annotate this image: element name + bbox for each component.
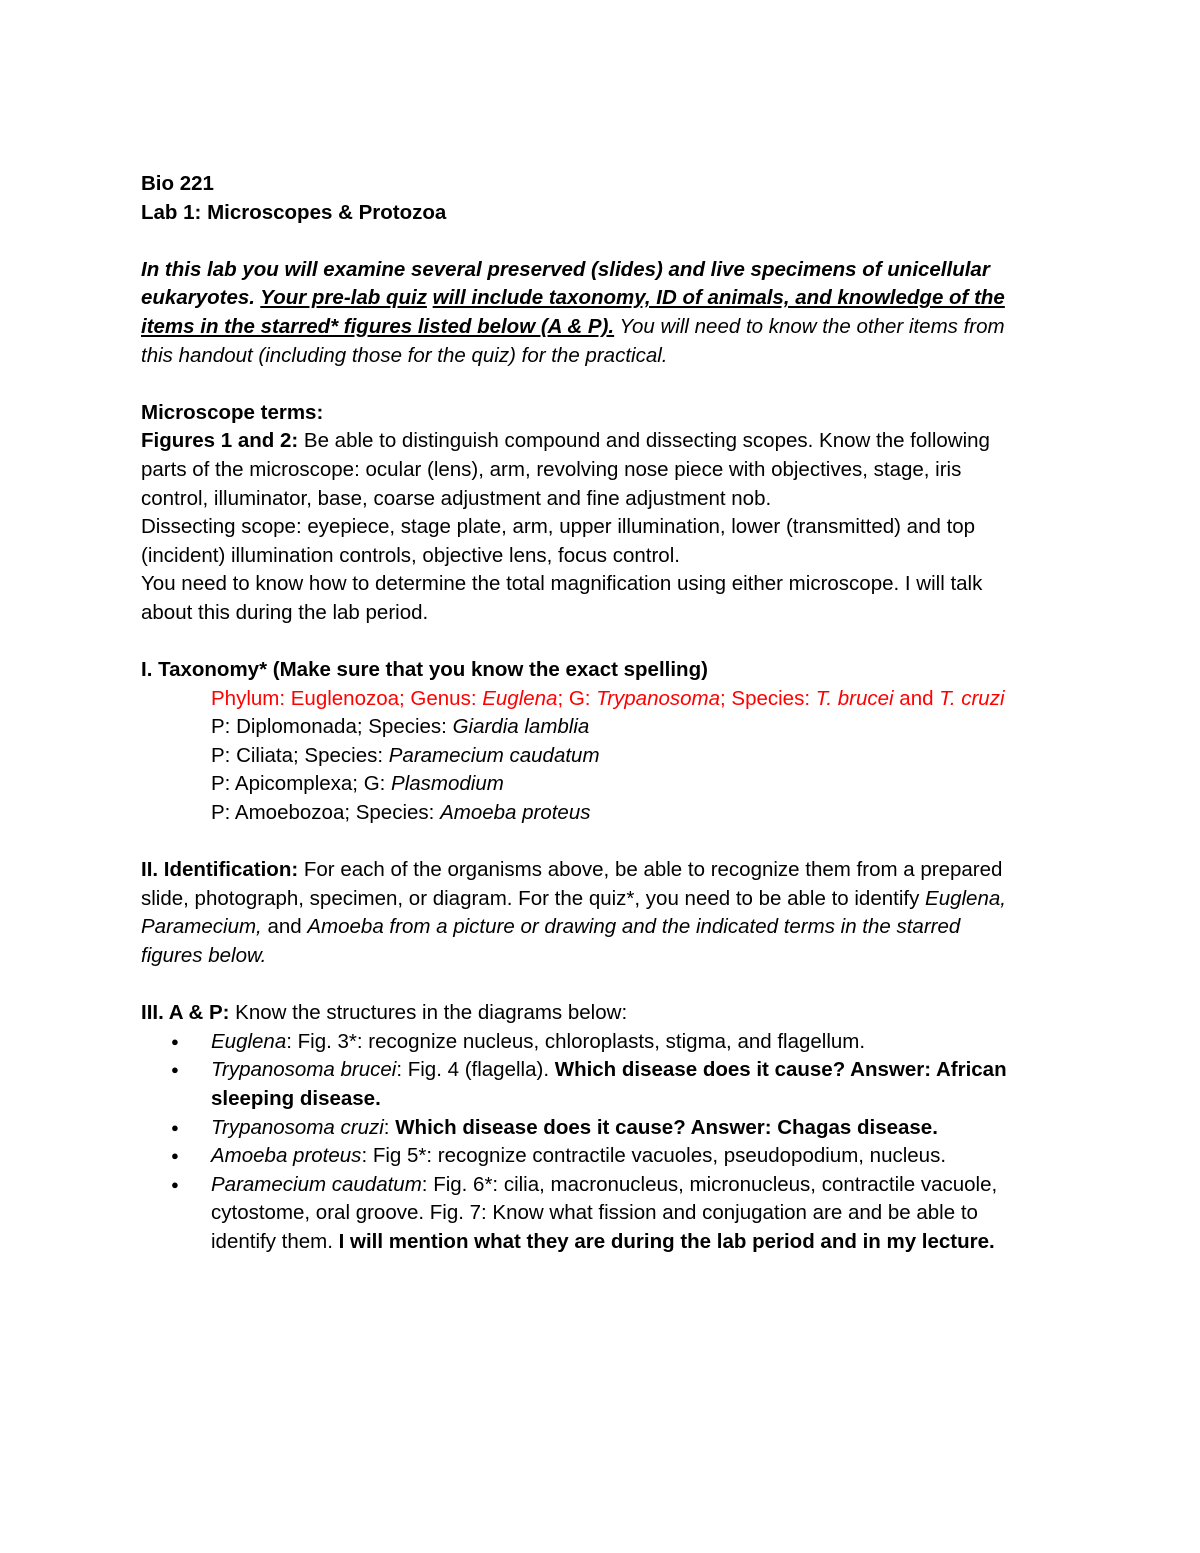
figures-line: control, illuminator, base, coarse adjustment and fine adjustment nob. xyxy=(141,486,772,510)
list-item-text: cytostome, oral groove. Fig. 7: Know what fission and conjugation are and be able to xyxy=(211,1201,978,1225)
spacer xyxy=(141,227,1061,256)
intro-line xyxy=(141,313,1061,342)
intro-underlined: will include taxonomy, ID of animals, and knowledge of the xyxy=(432,286,1005,310)
genus-name: Euglena xyxy=(482,686,558,710)
figures-line: parts of the microscope: ocular (lens), arm, revolving nose piece with objectives, stage, iris xyxy=(141,457,962,481)
list-item xyxy=(141,1114,1061,1143)
dissecting-line: (incident) illumination controls, objective lens, focus control. xyxy=(141,543,680,567)
genus-name: Plasmodium xyxy=(391,772,504,796)
genus-name: Euglena, xyxy=(925,886,1006,910)
list-item xyxy=(141,1171,1061,1257)
intro-underlined: Your pre-lab quiz xyxy=(260,286,427,310)
species-name: Euglena xyxy=(211,1029,287,1053)
answer-text: sleeping disease. xyxy=(211,1087,381,1110)
intro-text: eukaryotes. xyxy=(141,286,261,310)
section-heading: I. Taxonomy* (Make sure that you know the exact spelling) xyxy=(141,658,708,682)
species-name: Giardia lamblia xyxy=(452,715,590,739)
genus-name: Trypanosoma xyxy=(596,686,720,710)
taxonomy-row xyxy=(141,713,1061,742)
identification-text: Amoeba from a picture or drawing and the indicated terms in the starred xyxy=(307,915,961,939)
spacer xyxy=(141,370,1061,399)
taxonomy-row xyxy=(141,742,1061,771)
identification-text: and xyxy=(261,915,308,939)
spacer xyxy=(141,971,1061,1000)
list-item-text: : Fig. 6*: cilia, macronucleus, micronucleus, contractile vacuole, xyxy=(421,1172,998,1196)
genus-name: Paramecium, xyxy=(141,915,262,939)
taxonomy-text: P: Amoebozoa; Species: xyxy=(211,801,441,825)
species-name: Paramecium caudatum xyxy=(388,743,600,767)
list-item-text: : Fig. 3*: recognize nucleus, chloroplasts, stigma, and flagellum. xyxy=(286,1029,866,1053)
intro-underlined: items in the starred* figures listed below (A & P). xyxy=(141,314,615,338)
species-name: Amoeba proteus xyxy=(440,801,591,825)
spacer xyxy=(141,828,1061,857)
identification-section xyxy=(141,856,1061,970)
taxonomy-text: and xyxy=(893,686,940,710)
species-name: T. brucei xyxy=(815,686,894,710)
section-heading: Microscope terms: xyxy=(141,400,324,424)
identification-line xyxy=(141,885,1061,914)
intro-text: You will need to know the other items from xyxy=(614,314,1005,338)
species-name: Paramecium caudatum xyxy=(211,1172,422,1196)
species-name: T. cruzi xyxy=(939,686,1005,710)
list-item xyxy=(141,1142,1061,1171)
identification-line xyxy=(141,913,1061,942)
list-item xyxy=(141,1028,1061,1057)
intro-text: this handout (including those for the quiz) for the practical. xyxy=(141,343,668,367)
page-title: Lab 1: Microscopes & Protozoa xyxy=(141,200,447,224)
ap-section xyxy=(141,999,1061,1256)
list-item-text: : Fig. 4 (flagella). xyxy=(396,1058,555,1082)
taxonomy-text: Phylum: Euglenozoa; Genus: xyxy=(211,686,483,710)
intro-line xyxy=(141,284,1061,313)
identification-line xyxy=(141,856,1061,885)
intro-line xyxy=(141,342,1061,371)
identification-text: slide, photograph, specimen, or diagram. For the quiz*, you need to be able to identify xyxy=(141,886,926,910)
species-name: Amoeba proteus xyxy=(211,1144,362,1168)
intro-paragraph xyxy=(141,256,1061,370)
list-item-text: : xyxy=(383,1115,396,1139)
answer-text: Which disease does it cause? Answer: African xyxy=(554,1058,1007,1082)
list-item-text: : Fig 5*: recognize contractile vacuoles, pseudopodium, nucleus. xyxy=(361,1144,947,1168)
taxonomy-text: P: Diplomonada; Species: xyxy=(211,715,453,739)
section-label: III. A & P: xyxy=(141,1001,230,1025)
emphasis-text: I will mention what they are during the lab period and in my lecture. xyxy=(338,1229,995,1253)
list-item xyxy=(141,1056,1061,1113)
answer-text: Which disease does it cause? Answer: Chagas disease. xyxy=(395,1115,938,1139)
structures-list xyxy=(141,1028,1061,1257)
taxonomy-text: ; G: xyxy=(557,686,597,710)
taxonomy-section xyxy=(141,656,1061,828)
microscope-section xyxy=(141,399,1061,628)
figures-line xyxy=(141,427,1061,456)
taxonomy-row xyxy=(141,770,1061,799)
identification-line: figures below. xyxy=(141,944,267,968)
section-label: II. Identification: xyxy=(141,858,299,882)
taxonomy-text: P: Ciliata; Species: xyxy=(211,743,389,767)
list-item-text: identify them. xyxy=(211,1229,339,1253)
ap-text: Know the structures in the diagrams below: xyxy=(229,1001,628,1025)
taxonomy-text: ; Species: xyxy=(720,686,816,710)
taxonomy-row xyxy=(141,685,1061,714)
spacer xyxy=(141,628,1061,657)
figures-text: Be able to distinguish compound and dissecting scopes. Know the following xyxy=(298,429,990,453)
magnification-line: about this during the lab period. xyxy=(141,600,429,624)
intro-line: In this lab you will examine several preserved (slides) and live specimens of unicellular xyxy=(141,257,990,281)
species-name: Trypanosoma cruzi xyxy=(211,1115,384,1139)
course-code: Bio 221 xyxy=(141,172,214,195)
magnification-line: You need to know how to determine the total magnification using either microscope. I will talk xyxy=(141,572,983,596)
taxonomy-row xyxy=(141,799,1061,828)
dissecting-line: Dissecting scope: eyepiece, stage plate, arm, upper illumination, lower (transmitted) and top xyxy=(141,515,976,539)
document-page xyxy=(141,170,1061,1257)
ap-heading-line xyxy=(141,999,1061,1028)
figures-label: Figures 1 and 2: xyxy=(141,429,299,453)
species-name: Trypanosoma brucei xyxy=(211,1058,397,1082)
taxonomy-text: P: Apicomplexa; G: xyxy=(211,772,392,796)
identification-text: For each of the organisms above, be able to recognize them from a prepared xyxy=(298,858,1003,882)
